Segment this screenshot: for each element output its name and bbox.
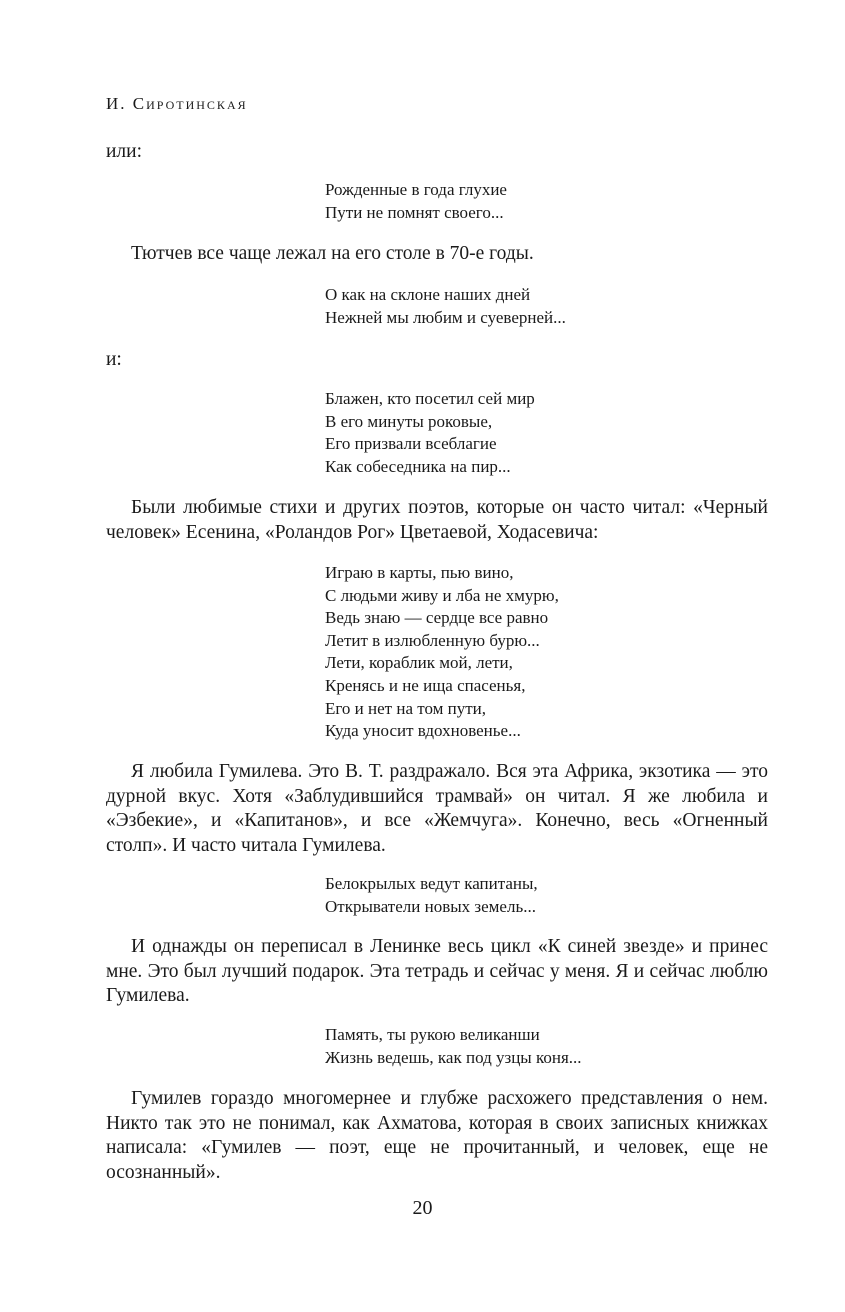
verse-line: Блажен, кто посетил сей мир <box>325 389 535 408</box>
verse-line: Нежней мы любим и суеверней... <box>325 307 566 327</box>
verse-line: Его и нет на том пути, <box>325 698 487 718</box>
verse-2 <box>325 284 566 329</box>
verse-line: Ведь знаю — сердце все равно <box>325 608 549 628</box>
verse-line: Как собеседника на пир... <box>325 456 511 476</box>
verse-line: Играю в карты, пью вино, <box>325 563 514 582</box>
verse-line: О как на склоне наших дней <box>325 285 531 304</box>
verse-3 <box>325 388 535 478</box>
verse-line: Открыватели новых земель... <box>325 896 536 916</box>
verse-1 <box>325 179 507 224</box>
paragraph-6 <box>106 935 768 1009</box>
paragraph-2 <box>106 242 768 267</box>
verse-line: Пути не помнят своего... <box>325 202 504 222</box>
paragraph-5 <box>106 760 768 858</box>
verse-line: Куда уносит вдохновенье... <box>325 721 521 741</box>
verse-line: Его призвали всеблагие <box>325 434 497 454</box>
paragraph-3 <box>106 348 768 373</box>
verse-line: Летит в излюбленную бурю... <box>325 630 540 650</box>
verse-line: Рожденные в года глухие <box>325 180 507 199</box>
page-number: 20 <box>412 1197 433 1219</box>
paragraph-text: Тютчев все чаще лежал на его столе в 70-е годы. <box>131 243 534 264</box>
verse-line: Жизнь ведешь, как под узцы коня... <box>325 1047 582 1067</box>
verse-line: Кренясь и не ища спасенья, <box>325 675 526 695</box>
paragraph-1 <box>106 140 768 165</box>
verse-6 <box>325 1024 582 1069</box>
verse-line: С людьми живу и лба не хмурю, <box>325 585 559 605</box>
verse-line: Белокрылых ведут капитаны, <box>325 874 538 893</box>
paragraph-text: и: <box>106 349 122 370</box>
paragraph-text: Я любила Гумилева. Это В. Т. раздражало. Вся эта Африка, экзотика — это дурной вкус. Хотя «Заблудившийся трамвай» он читал. Я же любила и «Эзбекие», и «Капитанов», и все «Жемчуга». Конечно, весь «Огненный столп». И часто читала Гумилева. <box>106 761 768 856</box>
verse-line: Лети, кораблик мой, лети, <box>325 653 513 673</box>
paragraph-text: Гумилев гораздо многомернее и глубже расхожего представления о нем. Никто так это не понимал, как Ахматова, которая в своих записных книжках написала: «Гумилев — поэт, еще не прочитанный, и человек, еще не осознанный». <box>106 1088 768 1183</box>
paragraph-text: И однажды он переписал в Ленинке весь цикл «К синей звезде» и принес мне. Это был лучший подарок. Эта тетрадь и сейчас у меня. Я и сейчас люблю Гумилева. <box>106 936 768 1006</box>
paragraph-text: или: <box>106 141 143 162</box>
verse-line: В его минуты роковые, <box>325 411 493 431</box>
paragraph-text: Были любимые стихи и других поэтов, которые он часто читал: «Черный человек» Есенина, «Роландов Рог» Цветаевой, Ходасевича: <box>106 497 768 543</box>
verse-5 <box>325 873 538 918</box>
verse-4 <box>325 562 559 743</box>
verse-line: Память, ты рукою великанши <box>325 1025 540 1044</box>
running-head: И. Сиротинская <box>106 94 248 113</box>
paragraph-4 <box>106 496 768 545</box>
paragraph-7 <box>106 1087 768 1185</box>
